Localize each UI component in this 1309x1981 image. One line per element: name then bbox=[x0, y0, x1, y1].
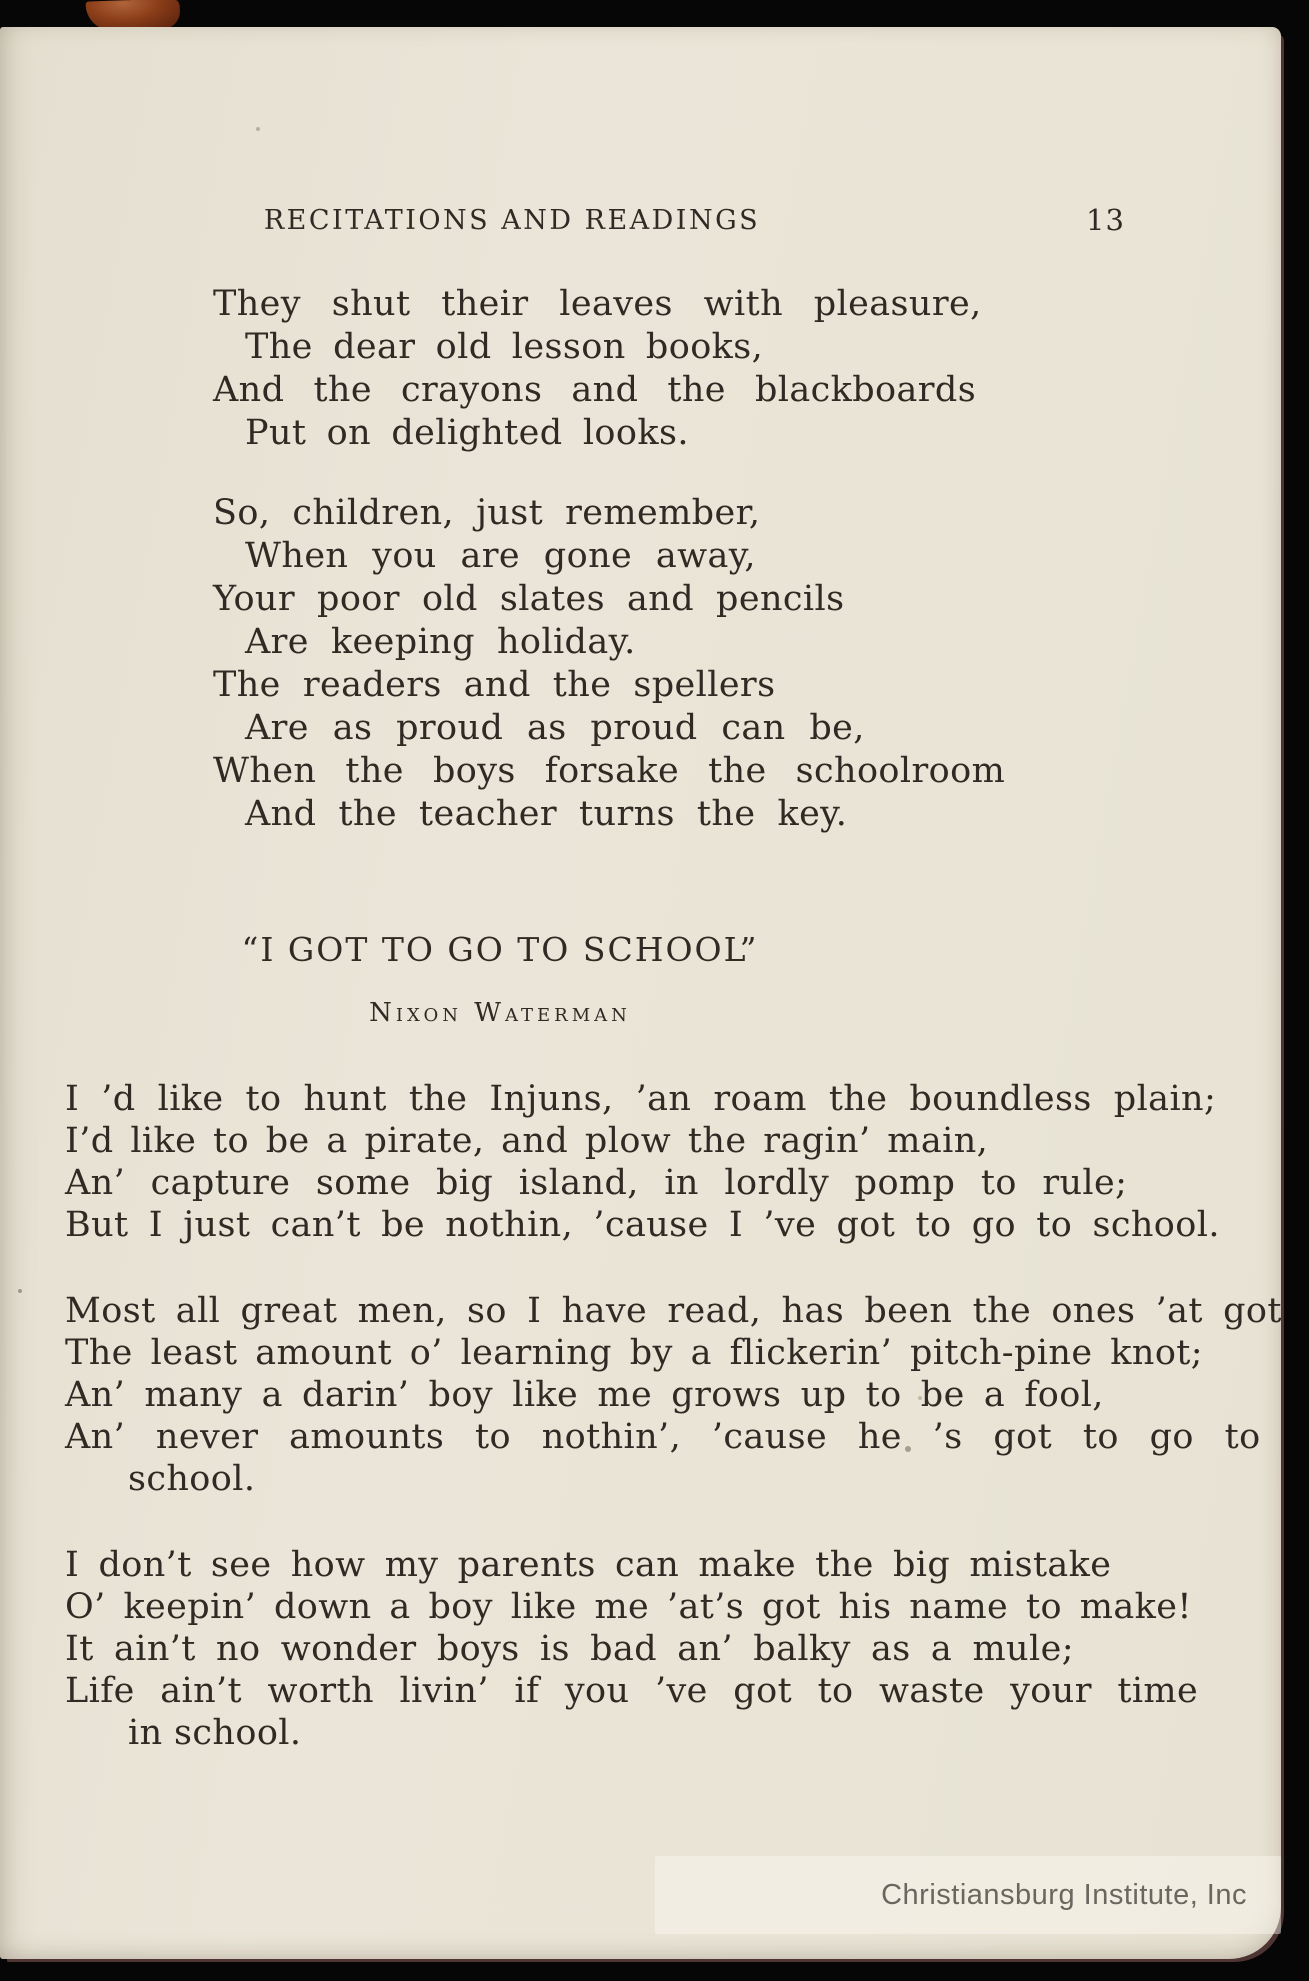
poem-line: An’ never amounts to nothin’, ’cause he ’s got to go to bbox=[65, 1417, 1261, 1457]
poem-line: O’ keepin’ down a boy like me ’at’s got his name to make! bbox=[65, 1587, 1192, 1627]
poem-line: The readers and the spellers bbox=[213, 665, 776, 705]
stanza bbox=[65, 1544, 1250, 1754]
poem-line: Most all great men, so I have read, has been the ones ’at got bbox=[65, 1291, 1282, 1331]
poem-line: school. bbox=[128, 1459, 256, 1499]
poem-line: So, children, just remember, bbox=[213, 493, 761, 533]
poem-line: And the crayons and the blackboards bbox=[213, 370, 977, 410]
poem-line: Put on delighted looks. bbox=[245, 413, 689, 453]
poem-line: Are keeping holiday. bbox=[245, 622, 636, 662]
poem-line: An’ many a darin’ boy like me grows up to be a fool, bbox=[65, 1375, 1104, 1415]
poem-line: And the teacher turns the key. bbox=[245, 794, 848, 834]
stanza bbox=[213, 492, 1006, 836]
book-page bbox=[0, 27, 1281, 1959]
poem-line: I’d like to be a pirate, and plow the ragin’ main, bbox=[65, 1121, 989, 1161]
poem-line: When you are gone away, bbox=[245, 536, 756, 576]
poem-line: in school. bbox=[128, 1713, 302, 1753]
main-poem bbox=[65, 1078, 1282, 1798]
paper-speck bbox=[747, 1686, 751, 1691]
poem-line: The dear old lesson books, bbox=[245, 327, 764, 367]
stanza bbox=[65, 1078, 1250, 1246]
watermark-band bbox=[655, 1856, 1281, 1934]
page-number: 13 bbox=[1086, 203, 1125, 237]
poem-line: They shut their leaves with pleasure, bbox=[213, 284, 982, 324]
poem-line: I ’d like to hunt the Injuns, ’an roam the boundless plain; bbox=[65, 1079, 1217, 1119]
running-header: RECITATIONS AND READINGS bbox=[263, 205, 761, 236]
poem-line: Your poor old slates and pencils bbox=[213, 579, 845, 619]
poem-line: When the boys forsake the schoolroom bbox=[213, 751, 1006, 791]
watermark-text: Christiansburg Institute, Inc bbox=[881, 1878, 1247, 1911]
stanza bbox=[65, 1290, 1282, 1500]
poem-line: I don’t see how my parents can make the big mistake bbox=[65, 1545, 1112, 1585]
poem-title: “I GOT TO GO TO SCHOOL” bbox=[241, 930, 759, 969]
poem-line: It ain’t no wonder boys is bad an’ balky as a mule; bbox=[65, 1629, 1074, 1669]
paper-speck bbox=[905, 1446, 911, 1452]
poem-line: But I just can’t be nothin, ’cause I ’ve got to go to school. bbox=[65, 1205, 1220, 1245]
poem-line: Life ain’t worth livin’ if you ’ve got to waste your time bbox=[65, 1671, 1199, 1711]
paper-speck bbox=[18, 1289, 22, 1293]
poem-line: Are as proud as proud can be, bbox=[245, 708, 865, 748]
poem-line: The least amount o’ learning by a flickerin’ pitch-pine knot; bbox=[65, 1333, 1203, 1373]
paper-speck bbox=[256, 127, 260, 131]
stanza bbox=[213, 283, 983, 455]
poem-line: An’ capture some big island, in lordly pomp to rule; bbox=[65, 1163, 1128, 1203]
paper-speck bbox=[918, 1396, 922, 1400]
poem-author: Nixon Waterman bbox=[369, 998, 631, 1028]
continuation-poem bbox=[213, 283, 1006, 873]
